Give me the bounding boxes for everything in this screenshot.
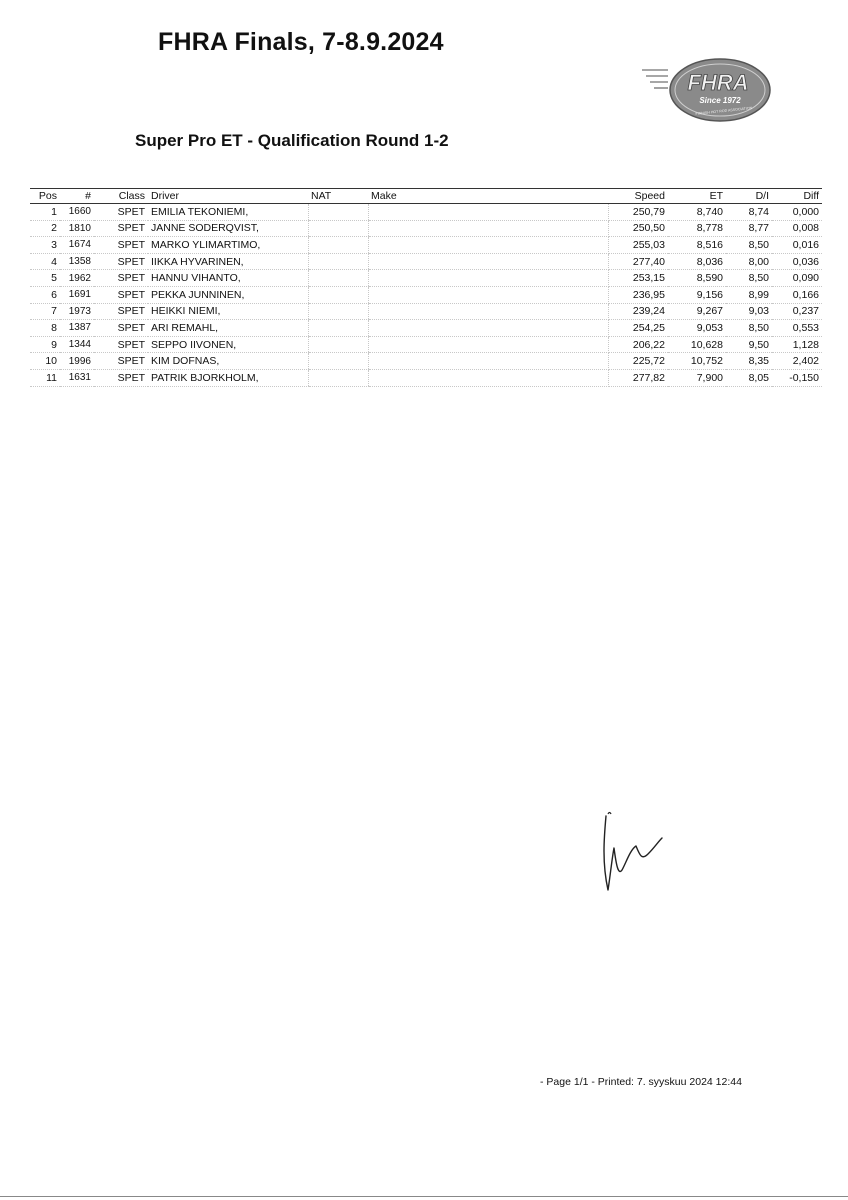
column-header-make: Make bbox=[368, 189, 608, 204]
cell-nat bbox=[308, 320, 368, 337]
cell-class: SPET bbox=[94, 336, 148, 353]
cell-number: 1631 bbox=[60, 369, 94, 386]
cell-et: 9,267 bbox=[668, 303, 726, 320]
column-header-nat: NAT bbox=[308, 189, 368, 204]
cell-nat bbox=[308, 270, 368, 287]
cell-nat bbox=[308, 220, 368, 237]
cell-number: 1387 bbox=[60, 320, 94, 337]
cell-number: 1996 bbox=[60, 353, 94, 370]
cell-class: SPET bbox=[94, 253, 148, 270]
cell-number: 1358 bbox=[60, 253, 94, 270]
results-table bbox=[30, 188, 822, 387]
cell-driver: SEPPO IIVONEN, bbox=[148, 336, 308, 353]
cell-pos: 9 bbox=[30, 336, 60, 353]
page-footer: - Page 1/1 - Printed: 7. syyskuu 2024 12:44 bbox=[540, 1076, 742, 1088]
cell-make bbox=[368, 270, 608, 287]
handwritten-signature-icon bbox=[596, 808, 666, 898]
cell-class: SPET bbox=[94, 303, 148, 320]
cell-et: 10,628 bbox=[668, 336, 726, 353]
cell-et: 10,752 bbox=[668, 353, 726, 370]
cell-number: 1660 bbox=[60, 204, 94, 221]
cell-class: SPET bbox=[94, 320, 148, 337]
table-row bbox=[30, 303, 822, 320]
cell-diff: 0,000 bbox=[772, 204, 822, 221]
cell-pos: 4 bbox=[30, 253, 60, 270]
cell-et: 9,156 bbox=[668, 286, 726, 303]
cell-nat bbox=[308, 353, 368, 370]
cell-make bbox=[368, 369, 608, 386]
cell-class: SPET bbox=[94, 270, 148, 287]
cell-di: 8,50 bbox=[726, 270, 772, 287]
cell-speed: 206,22 bbox=[608, 336, 668, 353]
table-row bbox=[30, 237, 822, 254]
cell-diff: 0,036 bbox=[772, 253, 822, 270]
cell-speed: 236,95 bbox=[608, 286, 668, 303]
cell-speed: 253,15 bbox=[608, 270, 668, 287]
cell-make bbox=[368, 303, 608, 320]
cell-pos: 1 bbox=[30, 204, 60, 221]
cell-speed: 250,50 bbox=[608, 220, 668, 237]
column-header-driver: Driver bbox=[148, 189, 308, 204]
cell-diff: 0,166 bbox=[772, 286, 822, 303]
cell-make bbox=[368, 353, 608, 370]
cell-nat bbox=[308, 303, 368, 320]
cell-speed: 255,03 bbox=[608, 237, 668, 254]
cell-make bbox=[368, 220, 608, 237]
cell-nat bbox=[308, 237, 368, 254]
cell-di: 8,00 bbox=[726, 253, 772, 270]
cell-driver: IIKKA HYVARINEN, bbox=[148, 253, 308, 270]
svg-text:FINNISH HOT ROD ASSOCIATION: FINNISH HOT ROD ASSOCIATION bbox=[695, 106, 753, 116]
cell-make bbox=[368, 237, 608, 254]
cell-driver: EMILIA TEKONIEMI, bbox=[148, 204, 308, 221]
table-row bbox=[30, 353, 822, 370]
cell-number: 1810 bbox=[60, 220, 94, 237]
cell-di: 8,05 bbox=[726, 369, 772, 386]
cell-et: 8,740 bbox=[668, 204, 726, 221]
cell-nat bbox=[308, 204, 368, 221]
cell-number: 1674 bbox=[60, 237, 94, 254]
cell-di: 9,50 bbox=[726, 336, 772, 353]
page-title: FHRA Finals, 7-8.9.2024 bbox=[158, 28, 444, 56]
cell-diff: -0,150 bbox=[772, 369, 822, 386]
cell-speed: 239,24 bbox=[608, 303, 668, 320]
cell-speed: 254,25 bbox=[608, 320, 668, 337]
cell-make bbox=[368, 336, 608, 353]
cell-di: 8,77 bbox=[726, 220, 772, 237]
svg-text:Since 1972: Since 1972 bbox=[699, 96, 741, 105]
cell-driver: PATRIK BJORKHOLM, bbox=[148, 369, 308, 386]
cell-driver: PEKKA JUNNINEN, bbox=[148, 286, 308, 303]
cell-make bbox=[368, 320, 608, 337]
cell-di: 9,03 bbox=[726, 303, 772, 320]
cell-driver: HEIKKI NIEMI, bbox=[148, 303, 308, 320]
cell-di: 8,35 bbox=[726, 353, 772, 370]
table-row bbox=[30, 253, 822, 270]
page-bottom-divider bbox=[0, 1196, 848, 1197]
cell-di: 8,74 bbox=[726, 204, 772, 221]
table-row bbox=[30, 286, 822, 303]
cell-pos: 11 bbox=[30, 369, 60, 386]
fhra-logo-icon bbox=[640, 56, 772, 124]
cell-driver: KIM DOFNAS, bbox=[148, 353, 308, 370]
cell-diff: 2,402 bbox=[772, 353, 822, 370]
cell-pos: 7 bbox=[30, 303, 60, 320]
cell-speed: 225,72 bbox=[608, 353, 668, 370]
cell-di: 8,50 bbox=[726, 237, 772, 254]
cell-pos: 2 bbox=[30, 220, 60, 237]
cell-pos: 8 bbox=[30, 320, 60, 337]
cell-pos: 3 bbox=[30, 237, 60, 254]
column-header-et: ET bbox=[668, 189, 726, 204]
cell-et: 8,036 bbox=[668, 253, 726, 270]
cell-make bbox=[368, 253, 608, 270]
column-header-pos: Pos bbox=[30, 189, 60, 204]
cell-pos: 10 bbox=[30, 353, 60, 370]
cell-number: 1962 bbox=[60, 270, 94, 287]
cell-speed: 277,40 bbox=[608, 253, 668, 270]
cell-diff: 0,008 bbox=[772, 220, 822, 237]
cell-di: 8,50 bbox=[726, 320, 772, 337]
column-header-number: # bbox=[60, 189, 94, 204]
cell-class: SPET bbox=[94, 369, 148, 386]
cell-et: 7,900 bbox=[668, 369, 726, 386]
speed-lines bbox=[642, 70, 668, 88]
cell-class: SPET bbox=[94, 204, 148, 221]
cell-class: SPET bbox=[94, 286, 148, 303]
cell-class: SPET bbox=[94, 220, 148, 237]
cell-et: 8,590 bbox=[668, 270, 726, 287]
cell-speed: 250,79 bbox=[608, 204, 668, 221]
table-row bbox=[30, 204, 822, 221]
cell-nat bbox=[308, 286, 368, 303]
column-header-diff: Diff bbox=[772, 189, 822, 204]
svg-text:FHRA: FHRA bbox=[687, 70, 749, 95]
cell-et: 8,516 bbox=[668, 237, 726, 254]
page-subtitle: Super Pro ET - Qualification Round 1-2 bbox=[135, 131, 449, 150]
cell-diff: 0,016 bbox=[772, 237, 822, 254]
cell-diff: 1,128 bbox=[772, 336, 822, 353]
cell-driver: MARKO YLIMARTIMO, bbox=[148, 237, 308, 254]
cell-pos: 5 bbox=[30, 270, 60, 287]
column-header-di: D/I bbox=[726, 189, 772, 204]
cell-diff: 0,237 bbox=[772, 303, 822, 320]
cell-driver: JANNE SODERQVIST, bbox=[148, 220, 308, 237]
cell-nat bbox=[308, 336, 368, 353]
cell-number: 1973 bbox=[60, 303, 94, 320]
table-row bbox=[30, 369, 822, 386]
column-header-class: Class bbox=[94, 189, 148, 204]
cell-class: SPET bbox=[94, 237, 148, 254]
table-row bbox=[30, 336, 822, 353]
cell-make bbox=[368, 204, 608, 221]
cell-et: 9,053 bbox=[668, 320, 726, 337]
cell-speed: 277,82 bbox=[608, 369, 668, 386]
cell-number: 1691 bbox=[60, 286, 94, 303]
cell-diff: 0,553 bbox=[772, 320, 822, 337]
cell-pos: 6 bbox=[30, 286, 60, 303]
table-row bbox=[30, 320, 822, 337]
cell-nat bbox=[308, 369, 368, 386]
cell-number: 1344 bbox=[60, 336, 94, 353]
cell-di: 8,99 bbox=[726, 286, 772, 303]
cell-driver: HANNU VIHANTO, bbox=[148, 270, 308, 287]
cell-class: SPET bbox=[94, 353, 148, 370]
table-header-row bbox=[30, 189, 822, 204]
cell-et: 8,778 bbox=[668, 220, 726, 237]
cell-diff: 0,090 bbox=[772, 270, 822, 287]
cell-nat bbox=[308, 253, 368, 270]
cell-driver: ARI REMAHL, bbox=[148, 320, 308, 337]
table-row bbox=[30, 220, 822, 237]
column-header-speed: Speed bbox=[608, 189, 668, 204]
cell-make bbox=[368, 286, 608, 303]
table-row bbox=[30, 270, 822, 287]
